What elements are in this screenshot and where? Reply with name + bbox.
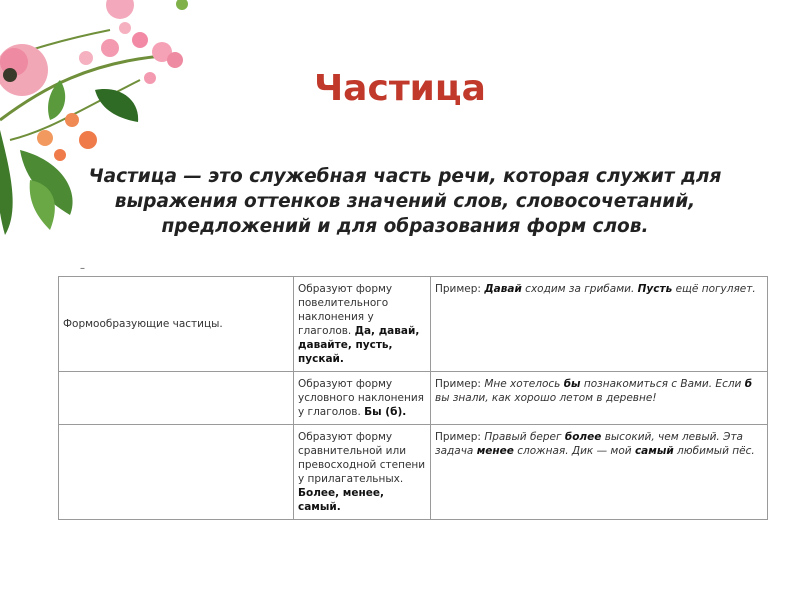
particles-table	[58, 276, 768, 520]
example-label: Пример:	[435, 283, 485, 295]
example-cell	[431, 372, 768, 425]
category-cell	[59, 372, 294, 425]
example-label: Пример:	[435, 431, 485, 443]
category-cell	[59, 277, 294, 372]
role-particles: Более, менее, самый.	[298, 487, 384, 513]
role-cell	[294, 425, 431, 520]
example-particle: самый	[634, 445, 674, 457]
category-cell	[59, 425, 294, 520]
role-cell	[294, 277, 431, 372]
example-particle: более	[564, 431, 602, 443]
example-text: Мне хотелось	[484, 378, 564, 390]
role-particles: Бы (б).	[364, 406, 407, 418]
definition-text: Частица — это служебная часть речи, которая служит для выражения оттенков значений слов, словосочетаний, предложений и для образования форм слов.	[88, 166, 722, 237]
example-text: Правый берег	[484, 431, 565, 443]
example-text: любимый пёс.	[673, 445, 755, 457]
example-cell	[431, 425, 768, 520]
example-particle: Пусть	[637, 283, 673, 295]
category-label: Формообразующие частицы.	[63, 318, 223, 330]
role-particles: Да, давай, давайте, пусть, пускай.	[298, 325, 420, 365]
example-text: познакомиться с Вами. Если	[580, 378, 745, 390]
role-text: Образуют форму условного наклонения у глаголов.	[298, 378, 424, 418]
example-text: сходим за грибами.	[521, 283, 638, 295]
example-particle: менее	[476, 445, 514, 457]
example-particle: Давай	[484, 283, 522, 295]
example-particle: бы	[563, 378, 581, 390]
slide-title: Частица	[314, 68, 486, 109]
role-text: Образуют форму сравнительной или превосходной степени у прилагательных.	[298, 431, 426, 485]
example-text: сложная. Дик — мой	[513, 445, 635, 457]
table-row	[59, 372, 768, 425]
example-text: ещё погуляет.	[672, 283, 756, 295]
dash-mark: –	[80, 263, 85, 274]
table-row	[59, 425, 768, 520]
role-cell	[294, 372, 431, 425]
role-text: Образуют форму повелительного наклонения у глаголов.	[298, 283, 393, 337]
example-cell	[431, 277, 768, 372]
example-particle: б	[744, 378, 753, 390]
example-text: высокий, чем левый. Эта задача	[435, 431, 743, 457]
example-label: Пример:	[435, 378, 485, 390]
table-row	[59, 277, 768, 372]
example-text: вы знали, как хорошо летом в деревне!	[435, 392, 657, 404]
